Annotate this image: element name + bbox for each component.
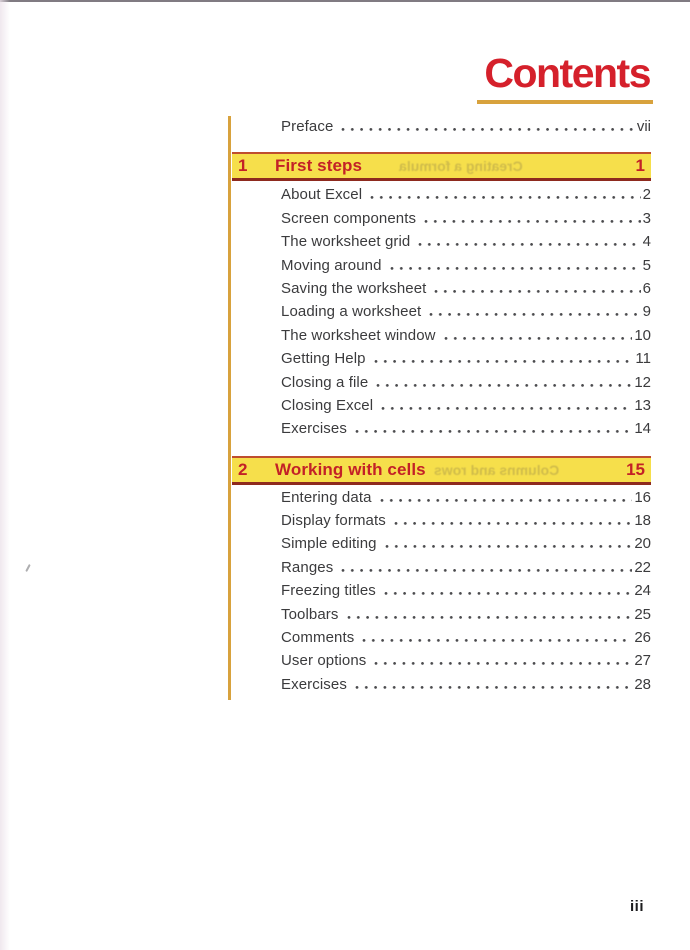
toc-entry-label: Entering data [281, 488, 372, 506]
toc-entry-label: Comments [281, 629, 355, 647]
dot-leader [418, 243, 640, 246]
chapter-1-entries [232, 186, 651, 443]
toc-entry [232, 350, 651, 373]
toc-entry-label: Exercises [281, 420, 347, 438]
toc-entry [232, 535, 651, 558]
toc-entry-label: The worksheet window [281, 326, 436, 344]
toc-entry-page: 25 [634, 605, 651, 623]
dot-leader [374, 360, 634, 363]
toc-entry-label: Closing Excel [281, 396, 374, 414]
toc-entry-page: 3 [642, 209, 651, 227]
toc-entry-label: User options [281, 652, 367, 670]
chapter-number: 2 [238, 459, 248, 479]
chapter-title: Working with cells [275, 459, 426, 479]
toc-entry [232, 397, 651, 420]
dot-leader [394, 522, 632, 525]
chapter-title: First steps [275, 156, 363, 176]
toc-entry [232, 489, 651, 512]
toc-entry [232, 327, 651, 350]
dot-leader [429, 313, 640, 316]
chapter-page: 1 [635, 156, 645, 176]
showthrough-ghost-text: Columns and rows [433, 461, 559, 478]
title-underline [477, 100, 653, 104]
dot-leader [355, 686, 632, 689]
toc-entry [232, 210, 651, 233]
toc-entry [232, 374, 651, 397]
toc-entry-page: 26 [634, 629, 651, 647]
toc-entry-page: 5 [642, 256, 651, 274]
toc-entry [232, 233, 651, 256]
toc-entry [232, 420, 651, 443]
dot-leader [341, 128, 634, 131]
toc-entry-page: 27 [634, 652, 651, 670]
toc-entry-page: 10 [634, 326, 651, 344]
toc-entry-label: Preface [281, 118, 334, 135]
toc-entry-page: vii [636, 118, 651, 135]
toc-entry [232, 303, 651, 326]
scan-left-edge [0, 0, 10, 950]
toc-entry-label: Moving around [281, 256, 382, 274]
toc-entry-page: 13 [634, 396, 651, 414]
toc-entry-page: 16 [634, 488, 651, 506]
chapter-number: 1 [238, 156, 248, 176]
toc-entry-page: 9 [642, 303, 651, 321]
dot-leader [370, 196, 641, 199]
folio-page-number: iii [629, 898, 644, 915]
toc-entry [232, 629, 651, 652]
toc-entry [232, 559, 651, 582]
dot-leader [424, 220, 641, 223]
toc-entry-label: Saving the worksheet [281, 279, 427, 297]
toc-entry-label: Exercises [281, 675, 347, 693]
showthrough-ghost-text: Creating a formula [399, 158, 523, 175]
dot-leader [355, 430, 632, 433]
toc-entry-label: Freezing titles [281, 582, 376, 600]
scan-artifact [25, 564, 31, 572]
scan-top-edge [0, 0, 690, 2]
toc-entry-label: Screen components [281, 209, 417, 227]
toc-entry-page: 14 [634, 420, 651, 438]
toc-entry-label: Getting Help [281, 350, 366, 368]
toc-entry [232, 652, 651, 675]
chapter-heading-2 [232, 456, 651, 485]
gold-vertical-rule [228, 116, 231, 700]
toc-entry-label: Ranges [281, 558, 334, 576]
dot-leader [381, 407, 632, 410]
toc-entry [232, 676, 651, 699]
dot-leader [376, 384, 632, 387]
toc-entry-label: Display formats [281, 512, 386, 530]
toc-entry-preface [232, 118, 651, 141]
toc-entry-page: 24 [634, 582, 651, 600]
toc-entry [232, 186, 651, 209]
toc-entry [232, 280, 651, 303]
toc-entry-page: 12 [634, 373, 651, 391]
dot-leader [385, 545, 633, 548]
toc-entry-page: 6 [642, 279, 651, 297]
chapter-page: 15 [626, 459, 645, 479]
toc-entry-page: 28 [634, 675, 651, 693]
chapter-2-entries [232, 489, 651, 700]
page-title: Contents [484, 50, 650, 96]
toc-entry-label: The worksheet grid [281, 233, 411, 251]
toc-entry-label: Toolbars [281, 605, 339, 623]
toc-entry-page: 11 [635, 350, 651, 368]
toc-entry-page: 18 [634, 512, 651, 530]
toc-entry-page: 4 [642, 233, 651, 251]
dot-leader [434, 290, 640, 293]
toc-entry [232, 582, 651, 605]
toc-entry-label: Simple editing [281, 535, 377, 553]
dot-leader [384, 592, 632, 595]
toc-entry-label: About Excel [281, 186, 363, 204]
toc-entry-label: Loading a worksheet [281, 303, 422, 321]
dot-leader [362, 639, 632, 642]
dot-leader [347, 616, 633, 619]
table-of-contents [232, 118, 651, 699]
dot-leader [444, 337, 633, 340]
toc-entry-page: 20 [634, 535, 651, 553]
dot-leader [374, 662, 632, 665]
toc-entry-page: 2 [642, 186, 651, 204]
toc-entry-page: 22 [634, 558, 651, 576]
dot-leader [341, 569, 632, 572]
dot-leader [390, 267, 641, 270]
dot-leader [380, 499, 633, 502]
toc-entry [232, 606, 651, 629]
toc-entry [232, 512, 651, 535]
toc-entry [232, 257, 651, 280]
chapter-heading-1 [232, 152, 651, 181]
toc-entry-label: Closing a file [281, 373, 369, 391]
